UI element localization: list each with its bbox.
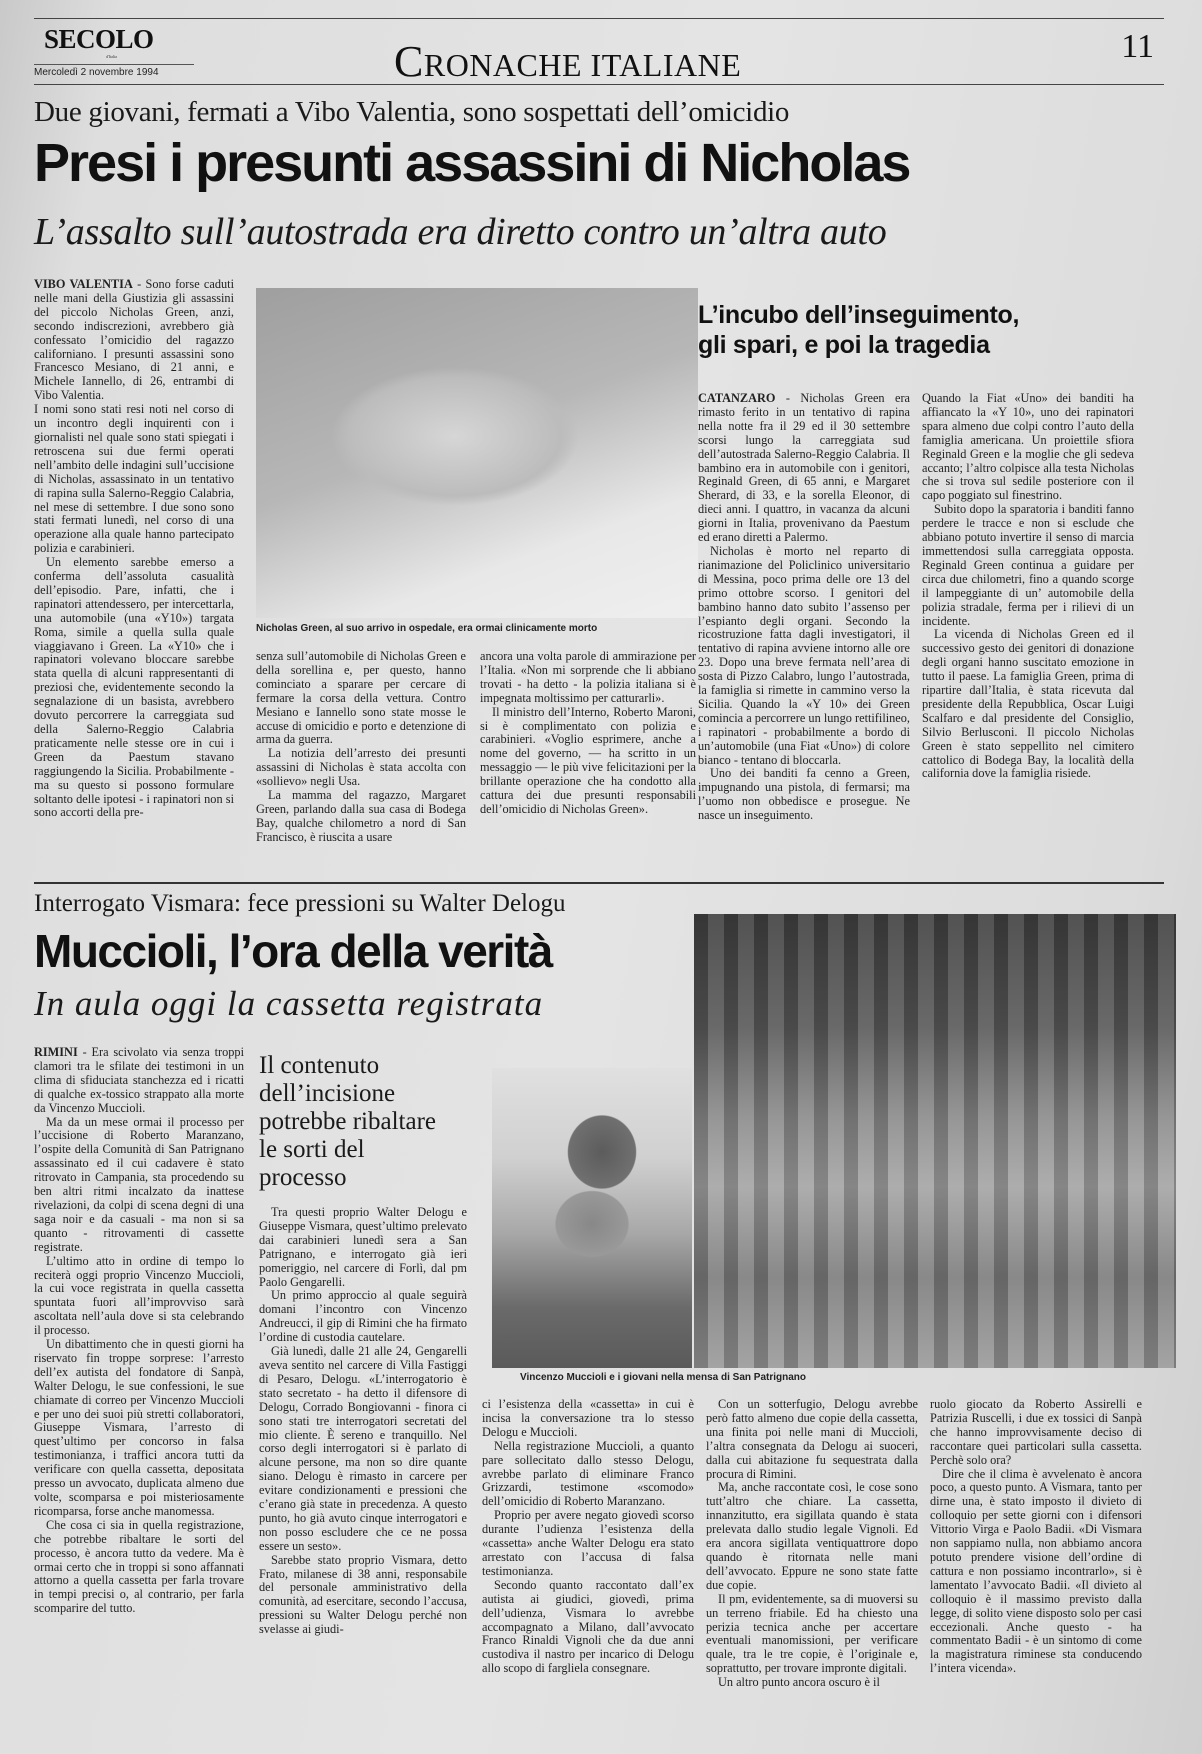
story2-column-5 [930, 1398, 1142, 1676]
muccioli-photo-caption: Vincenzo Muccioli e i giovani nella mensa di San Patrignano [520, 1372, 806, 1383]
sidebar-col2-para: La vicenda di Nicholas Green ed il successivo gesto dei genitori di donazione degli organi hanno suscitato emozione in tutto il paese. La famiglia Green, prima di ripartire dall’Italia, è stata ricevuta dal presidente della Repubblica, Oscar Luigi Scalfaro e dal presidente del Consiglio, Silvio Berlusconi. Il piccolo Nicholas Green è stato seppellito nel cimitero cattolico di Bodega Bay, la località della california dove la famiglia risiede. [922, 627, 1134, 781]
story1-kicker: Due giovani, fermati a Vibo Valentia, sono sospettati dell’omicidio [34, 96, 790, 128]
sidebar-column-1 [698, 392, 910, 823]
story2-kicker: Interrogato Vismara: fece pressioni su Walter Delogu [34, 890, 566, 917]
story1-column-2 [256, 650, 466, 845]
story1-headline: Presi i presunti assassini di Nicholas [34, 133, 910, 193]
story2-col5-para: ruolo giocato da Roberto Assirelli e Patrizia Ruscelli, i due ex tossici di Sanpà che hanno improvvisamente deciso di raccontare quei particolari sulla cassetta. Perchè solo ora? [930, 1397, 1142, 1467]
newspaper-logo-sub: d'Italia [106, 54, 117, 59]
story2-col3-para: Nella registrazione Muccioli, a quanto pare sollecitato dallo stesso Delogu, avrebbe parlato di eliminare Franco Grizzardi, testimone «scomodo» dell’omicidio di Roberto Maranzano. [482, 1438, 694, 1509]
section-title-initial: C [394, 37, 424, 86]
story2-column-1 [34, 1046, 244, 1616]
sidebar-col2-para: Quando la Fiat «Uno» dei banditi ha affiancato la «Y 10», uno dei rapinatori spara almeno due colpi contro l’auto della famiglia americana. Un proiettile sfiora Reginald Green e la moglie che gli sedeva accanto; l’altro colpisce alla testa Nicholas che si trova sul sedile posteriore con il capo poggiato sul finestrino. [922, 391, 1134, 503]
sidebar-headline-line-1: L’incubo dell’inseguimento, [698, 301, 1020, 329]
section-divider [34, 882, 1164, 884]
sidebar-col1-para: Nicholas è morto nel reparto di rianimazione del Policlinico universitario di Messina, poco prima delle ore 13 del primo ottobre scorso. I genitori del bambino hanno dato subito l’assenso per l’espianto degli organi. Secondo la ricostruzione fatta dagli investigatori, il tentativo di rapina avviene intorno alle ore 23. Dopo una breve fermata nell’area di sosta di Pizzo Calabro, lungo l’autostrada, la famiglia si rimette in cammino verso la Sicilia. Quando la «Y 10» dei Green comincia a percorrere un lungo rettifilineo, i rapinatori - probabilmente a bordo di un’automobile (una Fiat «Uno») di colore bianco - tentano di bloccarla. [698, 543, 910, 767]
story2-col2-para: Già lunedì, dalle 21 alle 24, Gengarelli aveva sentito nel carcere di Villa Fastiggi di Pesaro, Delogu. «L’interrogatorio è stato secretato - ha detto il difensore di Delogu, Corrado Bongiovanni - finora ci sono stati tre interrogatori secretati del mio cliente. È sereno e tranquillo. Nel corso degli interrogatori si è parlato di alcune persone, ma non so dire quante siano. Delogu è rimasto in carcere per evitare condizionamenti e pressioni che c’erano già state in precedenza. A questo punto, ho già avuto cinque interrogatori e non posso escludere che ce ne possa essere un sesto». [259, 1344, 467, 1553]
issue-date: Mercoledì 2 novembre 1994 [34, 64, 194, 78]
story1-col2-para: senza sull’automobile di Nicholas Green e della sorellina e, per questo, hanno cominciato a sparare per cercare di fermare la corsa della vettura. Contro Mesiano e Iannello sono state mosse le accuse di omicidio e porto e detenzione di arma da guerra. [256, 649, 466, 747]
story1-column-3 [480, 650, 696, 817]
nicholas-photo-caption: Nicholas Green, al suo arrivo in ospedale, era ormai clinicamente morto [256, 623, 598, 634]
story2-col3-para: ci l’esistenza della «cassetta» in cui è incisa la conversazione tra lo stesso Delogu e Muccioli. [482, 1397, 694, 1439]
story2-pullquote: Il contenuto dell’incisione potrebbe ribaltare le sorti del processo [259, 1052, 436, 1191]
story2-col2-para: Tra questi proprio Walter Delogu e Giuseppe Vismara, quest’ultimo prelevato dai carabinieri lunedì sera a San Patrignano, e interrogato già ieri pomeriggio, nel carcere di Forlì, dal pm Paolo Gengarelli. [259, 1205, 467, 1289]
story2-col4-para: Ma, anche raccontate così, le cose sono tutt’altro che chiare. La cassetta, innanzitutto, era sigillata quando è stata prelevata dallo studio legale Vignoli. Ed era ancora sigillata ventiquattrore dopo quando è ritornata nelle mani dell’avvocato. Eppure ne sono state fatte due copie. [706, 1480, 918, 1592]
story1-dateline: VIBO VALENTIA [34, 277, 133, 291]
sidebar-col1-para: CATANZARO - Nicholas Green era rimasto ferito in un tentativo di rapina nella notte fra il 29 ed il 30 settembre scorsi lungo la carreggiata sud dell’autostrada Salerno-Reggio Calabria. Il bambino era in automobile con i genitori, Reginald Green, di 65 anni, e Margaret Sherard, di 33, e la sorella Eleonor, di dieci anni. I quattro, in vacanza da alcuni giorni in Italia, provenivano da Paestum ed erano diretti a Palermo. [698, 391, 910, 545]
masthead-rule [34, 84, 1164, 85]
story1-subhead: L’assalto sull’autostrada era diretto contro un’altra auto [34, 211, 887, 253]
story2-col3-para: Secondo quanto raccontato dall’ex autista ai giudici, giovedì, prima dell’udienza, Vismara lo avrebbe accompagnato a Milano, dall’avvocato Franco Rinaldi Vignoli che da due anni custodiva il nastro per incarico di Delogu allo scopo di fargliela consegnare. [482, 1577, 694, 1676]
story1-column-1 [34, 278, 234, 820]
section-title [394, 36, 741, 87]
story2-col1-para: Un dibattimento che in questi giorni ha riservato fin troppe sorprese: l’arresto dell’ex autista del fondatore di Sanpà, Walter Delogu, le sue confessioni, le sue chiamate di correo per Vincenzo Muccioli e per uno dei suoi più stretti collaboratori, Giuseppe Vismara, l’arresto di quest’ultimo per concorso in falsa testimonianza, i traffici ancora tutti da verificare con quella cassetta, depositata presso un avvocato, duplicata almeno due volte, scomparsa e poi misteriosamente ricomparsa, forse anche manomessa. [34, 1337, 244, 1518]
story2-col1-para: Che cosa ci sia in quella registrazione, che potrebbe ribaltare le sorti del processo, è ancora tutto da vedere. Ma è ormai certo che in troppi si sono affannati attorno a quella cassetta per farla trovare in tempi precisi o, al contrario, per farla scomparire del tutto. [34, 1517, 244, 1616]
story1-col3-para: ancora una volta parole di ammirazione per l’Italia. «Non mi sorprende che li abbiano trovati - ha detto - la polizia italiana si è impegnata moltissimo per catturarli». [480, 649, 696, 705]
page-number: 11 [1121, 28, 1154, 65]
story1-col2-para: La mamma del ragazzo, Margaret Green, parlando dalla sua casa di Bodega Bay, qualche chilometro a nord di San Francisco, è riuscita a usare [256, 788, 466, 844]
story2-col5-para: Dire che il clima è avvelenato è ancora poco, a questo punto. A Vismara, tanto per dirne una, è stato imposto il divieto di colloquio per sette giorni con i difensori Vittorio Virga e Paolo Badii. «Di Vismara non sappiamo nulla, non abbiamo ancora potuto prendere visione dell’ordine di cattura e non possiamo incontrarlo», si è lamentato l’avvocato Badii. «Il divieto al colloquio è il massimo previsto dalla legge, di solito viene disposto solo per casi eccezionali. Anche questo - ha commentato Badii - è un sintomo di come la magistratura riminese sta conducendo l’intera vicenda». [930, 1466, 1142, 1676]
story1-col1-para: Un elemento sarebbe emerso a conferma dell’assoluta casualità dell’episodio. Pare, infatti, che i rapinatori attendessero, per intercettarla, una automobile (una «Y10») targata Roma, simile a quella sulla quale viaggiavano i Green. La «Y10» che i rapinatori volevano bloccare sarebbe stata quella di alcuni rappresentanti di preziosi che, evidentemente secondo la segnalazione di un basista, avrebbero dovuto percorrere la carreggiata sud della Salerno-Reggio Calabria praticamente nelle stesse ore in cui i Green da Paestum stavano raggiungendo la Sicilia. Probabilmente - ma su questo si possono formulare soltanto delle ipotesi - i rapinatori non si sono accorti della pre- [34, 555, 234, 820]
san-patrignano-dining-photo [694, 914, 1176, 1368]
story2-column-4 [706, 1398, 918, 1690]
story2-col2-para: Un primo approccio al quale seguirà domani l’incontro con Vincenzo Andreucci, il gip di Rimini che ha firmato l’ordine di custodia cautelare. [259, 1288, 467, 1345]
sidebar-headline [698, 300, 1158, 360]
story2-col4-para: Il pm, evidentemente, sa di muoversi su un terreno friabile. Ed ha chiesto una perizia tecnica anche per accertare eventuali manomissioni, per verificare quale, tra le tre copie, è l’originale e, soprattutto, per trovare impronte digitali. [706, 1591, 918, 1676]
story1-col3-para: Il ministro dell’Interno, Roberto Maroni, si è complimentato con polizia e carabinieri. «Voglio esprimere, anche a nome del governo, — ha scritto in un messaggio — le più vive felicitazioni per la brillante operazione che ha condotto alla cattura dei due presunti responsabili dell’omicidio di Nicholas Green». [480, 704, 696, 816]
story2-col1-para: Ma da un mese ormai il processo per l’uccisione di Roberto Maranzano, l’ospite della Comunità di San Patrignano assassinato ed il cui cadavere è stato ritrovato in Campania, sta procedendo su ben altri ritmi incalzato da inattese rivelazioni, da colpi di scena degni di una saga noir e da casuali - ma non si sa quanto - ritrovamenti di cassette registrate. [34, 1114, 244, 1254]
sidebar-col2-para: Subito dopo la sparatoria i banditi fanno perdere le tracce e non si esclude che abbiano potuto invertire il senso di marcia immettendosi sulla carreggiata opposta. Reginald Green continua a guidare per circa due chilometri, fino a quando scorge il lampeggiante di un’ automobile della polizia stradale, ferma per i rilievi di un incidente. [922, 502, 1134, 628]
sidebar-dateline: CATANZARO [698, 391, 776, 405]
section-title-rest: RONACHE ITALIANE [423, 47, 742, 83]
story2-dateline: RIMINI [34, 1045, 78, 1059]
story2-col4-para: Un altro punto ancora oscuro è il [718, 1675, 880, 1690]
story1-col1-para: VIBO VALENTIA - Sono forse caduti nelle mani della Giustizia gli assassini del piccolo Nicholas Green, anzi, secondo indiscrezioni, avrebbero già confessato l’omicidio del ragazzo californiano. I presunti assassini sono Francesco Mesiano, di 21 anni, e Michele Iannello, di 26, entrambi di Vibo Valentia. [34, 277, 234, 403]
story2-col1-para: L’ultimo atto in ordine di tempo lo reciterà oggi proprio Vincenzo Muccioli, la cui voce registrata in quella cassetta spuntata fuori all’improvviso sarà ascoltata nell’aula dove si sta celebrando il processo. [34, 1253, 244, 1338]
sidebar-headline-line-2: gli spari, e poi la tragedia [698, 331, 990, 359]
story2-column-2 [259, 1206, 467, 1637]
sidebar-column-2 [922, 392, 1134, 781]
story2-headline: Muccioli, l’ora della verità [34, 925, 552, 977]
masthead [34, 18, 1164, 84]
story1-col1-para: I nomi sono stati resi noti nel corso di un incontro degli inquirenti con i giornalisti nel quale sono stati spiegati i retroscena sui due fermi operati nell’ambito delle indagini sull’uccisione di Nicholas, assassinato in un tentativo di rapina sulla Salerno-Reggio Calabria, nel mese di settembre. I due sono sono stati fermati lunedì, nel corso di una operazione alla quale hanno partecipato polizia e carabinieri. [34, 402, 234, 556]
story2-col4-para: Con un sotterfugio, Delogu avrebbe però fatto almeno due copie della cassetta, una finita poi nelle mani di Muccioli, l’altra consegnata da Delogu ai suoceri, dalla cui abitazione fu sequestrata dalla procura di Rimini. [706, 1397, 918, 1481]
nicholas-green-photo [256, 288, 698, 618]
muccioli-portrait-photo [492, 1068, 692, 1368]
story2-col3-para: Proprio per avere negato giovedì scorso durante l’udienza l’esistenza della «cassetta» anche Walter Delogu era stato arrestato con l’accusa di falsa testimonianza. [482, 1508, 694, 1578]
story2-col1-para: RIMINI - Era scivolato via senza troppi clamori tra le sfilate dei testimoni in un clima di sfiduciata stanchezza ed i ricatti di qualche ex-tossico strappato alla morte da Vincenzo Muccioli. [34, 1045, 244, 1115]
story1-col2-para: La notizia dell’arresto dei presunti assassini di Nicholas è stata accolta con «sollievo» negli Usa. [256, 746, 466, 789]
sidebar-col1-para: Uno dei banditi fa cenno a Green, impugnando una pistola, di fermarsi; ma l’uomo non obbedisce e prosegue. Ne nasce un inseguimento. [698, 766, 910, 823]
story2-column-3 [482, 1398, 694, 1676]
story2-col2-para: Sarebbe stato proprio Vismara, detto Frato, milanese di 38 anni, responsabile del personale amministrativo della comunità, ad esercitare, secondo l’accusa, pressioni su Walter Delogu perché non svelasse ai giudi- [259, 1552, 467, 1637]
newspaper-page [34, 18, 1164, 1738]
story2-subhead: In aula oggi la cassetta registrata [34, 984, 544, 1023]
newspaper-logo: SECOLO [44, 24, 154, 54]
